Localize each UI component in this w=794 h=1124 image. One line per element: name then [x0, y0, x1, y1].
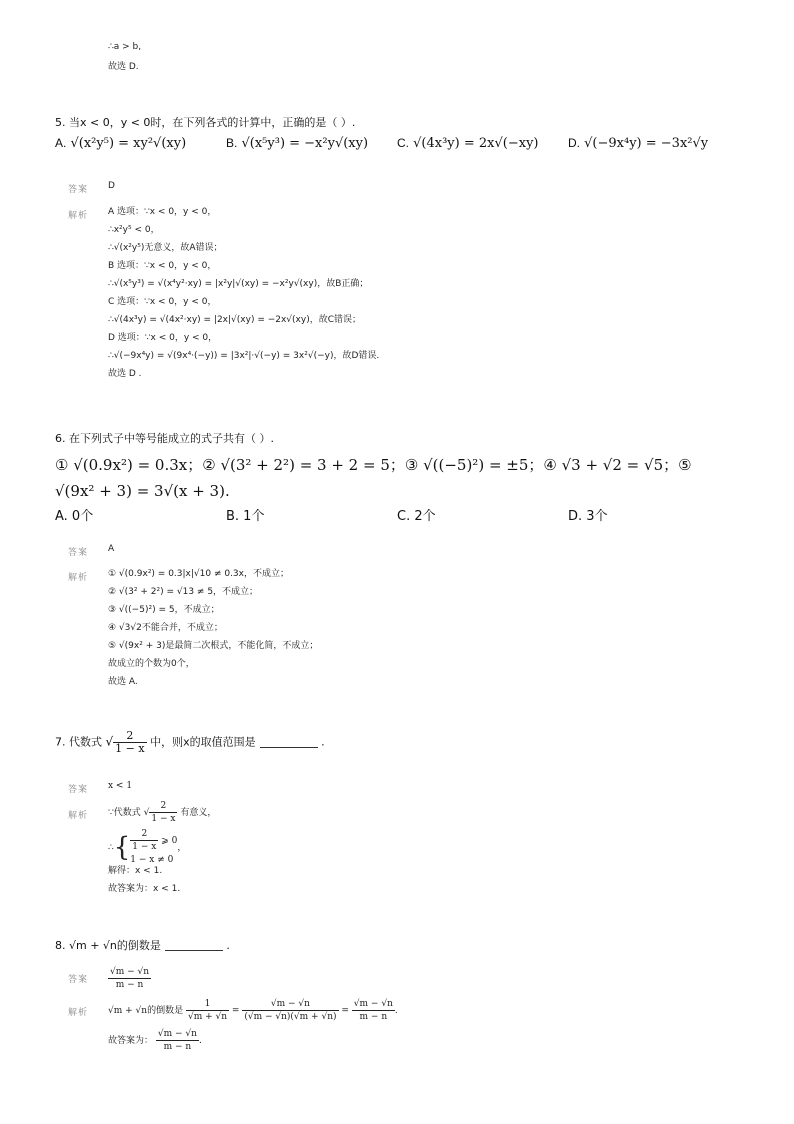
stem-text: 7. 代数式 [55, 735, 102, 749]
question-8-stem [55, 937, 230, 953]
stem-text: 8. √m + √n的倒数是 [55, 939, 161, 952]
fraction-1 [186, 998, 229, 1023]
fraction-numerator: 2 [113, 730, 146, 743]
fraction-numerator: 2 [130, 828, 158, 841]
analysis-line: ⑤ √(9x² + 3)是最简二次根式，不能化简，不成立； [108, 641, 319, 651]
answer-fraction [156, 1028, 199, 1053]
fraction-numerator: √m − √n [353, 999, 393, 1009]
inequality-fraction [130, 828, 158, 853]
question-6-analysis [108, 565, 318, 691]
analysis-label: 解析 [68, 811, 89, 821]
question-6-expressions-line-1: ① √(0.9x²) = 0.3x；② √(3² + 2²) = 3 + 2 = 5；③ √((−5)²) = ±5；④ √3 + √2 = √5；⑤ [55, 456, 692, 474]
question-6-answer: A [108, 544, 115, 554]
answer-label: 答案 [68, 785, 89, 795]
question-6-option-a: A. 0个 [55, 509, 94, 524]
question-7-final-answer: 故答案为：x < 1. [108, 884, 181, 894]
answer-blank[interactable] [260, 747, 318, 748]
fraction-2 [242, 998, 338, 1023]
analysis-line: A 选项：∵x < 0，y < 0， [108, 207, 217, 217]
answer-fraction [108, 966, 151, 991]
analysis-line: 故选 A. [108, 677, 138, 687]
fraction-denominator: 1 − x [132, 842, 157, 852]
fraction-3 [352, 998, 395, 1023]
fraction-denominator: 1 − x [115, 742, 145, 755]
analysis-text: 故答案为： [108, 1036, 154, 1046]
question-7-answer: x < 1 [108, 781, 133, 791]
question-5-option-c [397, 136, 538, 151]
option-label: C. [397, 136, 409, 150]
question-7-analysis-line-1 [108, 800, 216, 825]
question-5-stem: 5. 当x < 0，y < 0时，在下列各式的计算中，正确的是（ ）. [55, 116, 356, 129]
prev-solution-line: ∴a > b, [108, 42, 142, 52]
question-5-answer: D [108, 181, 115, 191]
fraction-denominator: (√m − √n)(√m + √n) [244, 1012, 337, 1022]
answer-blank[interactable] [165, 950, 223, 951]
analysis-line: ② √(3² + 2²) = √13 ≠ 5，不成立； [108, 587, 259, 597]
analysis-fraction [149, 800, 177, 825]
analysis-line: ∴√(−9x⁴y) = √(9x⁴·(−y)) = |3x²|·√(−y) = 3x²√(−y)，故D错误. [108, 351, 380, 361]
radical-sign: √ [105, 734, 114, 749]
answer-label: 答案 [68, 548, 89, 558]
therefore-symbol: ∴ [108, 843, 114, 853]
question-6-option-b: B. 1个 [226, 509, 265, 524]
equals-sign: = [231, 1006, 240, 1016]
fraction-numerator: √m − √n [157, 1029, 197, 1039]
analysis-text: 有意义， [180, 808, 217, 818]
option-formula: √(−9x⁴y) = −3x²√y [584, 136, 709, 151]
stem-text: 中，则x的取值范围是 [150, 735, 256, 749]
question-8-final-answer [108, 1028, 202, 1053]
option-formula: √(x²y⁵) = xy²√(xy) [70, 136, 187, 151]
fraction-denominator: m − n [115, 980, 144, 990]
question-6-stem: 6. 在下列式子中等号能成立的式子共有（ ）. [55, 432, 274, 445]
analysis-line: C 选项：∵x < 0，y < 0， [108, 297, 217, 307]
fraction-denominator: m − n [163, 1042, 192, 1052]
analysis-text: √m + √n的倒数是 [108, 1006, 184, 1016]
analysis-line: ④ √3√2不能合并，不成立； [108, 623, 223, 633]
stem-fraction [113, 730, 146, 755]
prev-solution-conclusion: 故选 D. [108, 62, 139, 72]
stem-end: . [226, 939, 230, 952]
answer-label: 答案 [68, 975, 89, 985]
question-5-option-b [226, 136, 368, 151]
question-5-analysis [108, 203, 379, 383]
analysis-label: 解析 [68, 211, 89, 221]
brace-icon: { [113, 832, 131, 863]
inequality-2: 1 − x ≠ 0 [130, 855, 174, 865]
fraction-denominator: √m + √n [187, 1012, 228, 1022]
question-6-option-d: D. 3个 [568, 509, 608, 524]
option-label: B. [226, 136, 238, 150]
fraction-denominator: 1 − x [151, 814, 176, 824]
question-7-stem [55, 730, 325, 755]
answer-label: 答案 [68, 185, 89, 195]
analysis-label: 解析 [68, 1008, 89, 1018]
analysis-line: ∴x²y⁵ < 0， [108, 225, 160, 235]
option-label: A. [55, 136, 67, 150]
radical-sign: √ [143, 808, 150, 818]
analysis-line: 故成立的个数为0个， [108, 659, 195, 669]
analysis-line: ∴√(x²y⁵)无意义，故A错误； [108, 243, 223, 253]
fraction-numerator: √m − √n [242, 998, 338, 1011]
inequality-1 [130, 828, 177, 853]
brace-tail: ， [177, 843, 187, 853]
question-5-option-a [55, 136, 186, 151]
option-formula: √(x⁵y³) = −x²y√(xy) [241, 136, 369, 151]
question-6-option-c: C. 2个 [397, 509, 436, 524]
analysis-label: 解析 [68, 573, 89, 583]
analysis-text: ∵代数式 [108, 808, 141, 818]
inequality-rest: ⩾ 0 [161, 836, 178, 846]
analysis-line: D 选项：∵x < 0，y < 0， [108, 333, 218, 343]
analysis-line: B 选项：∵x < 0，y < 0， [108, 261, 217, 271]
analysis-line: ③ √((−5)²) = 5，不成立； [108, 605, 220, 615]
analysis-line: ① √(0.9x²) = 0.3|x|√10 ≠ 0.3x，不成立； [108, 569, 289, 579]
line-end: . [198, 1036, 202, 1046]
equals-sign: = [341, 1006, 349, 1016]
fraction-numerator: 2 [149, 800, 177, 813]
analysis-line: ∴√(x⁵y³) = √(x⁴y²·xy) = |x²y|√(xy) = −x²y√(xy)，故B正确； [108, 279, 369, 289]
stem-end: . [321, 735, 325, 749]
question-8-analysis-line-1 [108, 998, 398, 1023]
question-6-expressions-line-2: √(9x² + 3) = 3√(x + 3). [55, 482, 230, 500]
option-formula: √(4x³y) = 2x√(−xy) [413, 136, 539, 151]
question-8-answer [108, 966, 151, 991]
fraction-numerator: √m − √n [110, 967, 150, 977]
line-end: . [394, 1006, 398, 1016]
fraction-denominator: m − n [359, 1012, 388, 1022]
fraction-numerator: 1 [186, 998, 229, 1011]
question-7-solve-line: 解得：x < 1. [108, 866, 163, 876]
option-label: D. [568, 136, 580, 150]
question-5-option-d [568, 136, 708, 151]
analysis-line: ∴√(4x³y) = √(4x²·xy) = |2x|√(xy) = −2x√(xy)，故C错误； [108, 315, 362, 325]
analysis-line: 故选 D . [108, 369, 142, 379]
